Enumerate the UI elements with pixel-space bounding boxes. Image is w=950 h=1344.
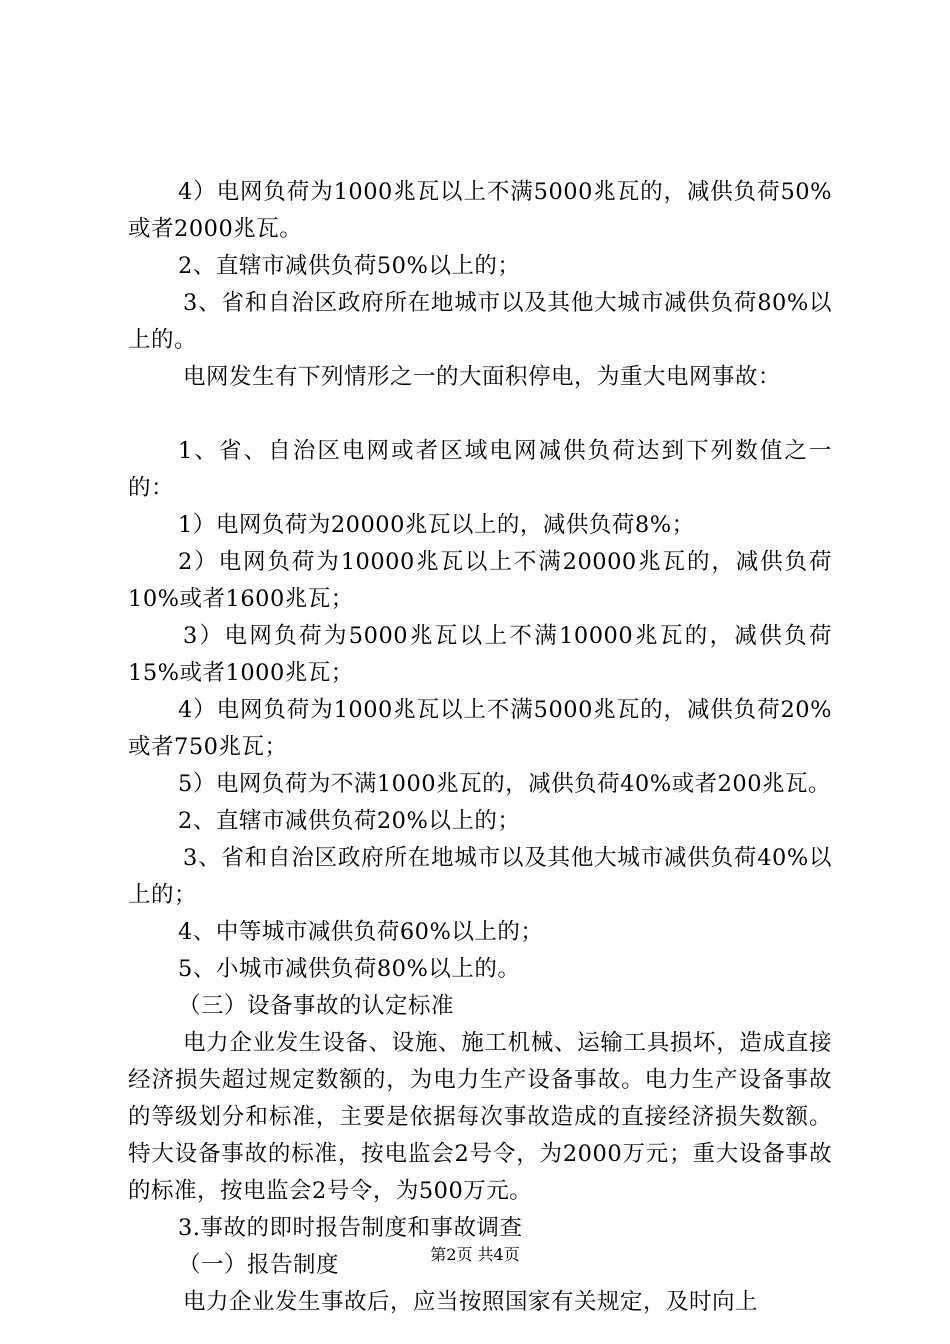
page-number: 第2页 共4页 [430, 1245, 520, 1264]
paragraph: 2、直辖市减供负荷20%以上的； [178, 808, 521, 834]
section-heading: 3.事故的即时报告制度和事故调查 [178, 1215, 523, 1241]
paragraph: 1）电网负荷为20000兆瓦以上的，减供负荷8%； [178, 512, 695, 538]
paragraph: 4）电网负荷为1000兆瓦以上不满5000兆瓦的，减供负荷20%或者750兆瓦； [128, 697, 832, 760]
section-heading: （一）报告制度 [178, 1252, 340, 1278]
blank-line [128, 396, 832, 433]
paragraph: 电力企业发生设备、设施、施工机械、运输工具损坏，造成直接经济损失超过规定数额的，为电力生产设备事故。电力生产设备事故的等级划分和标准，主要是依据每次事故造成的直接经济损失数额。特大设备事故的标准，按电监会2号令，为2000万元；重大设备事故的标准，按电监会2号令，为500万元。 [128, 1030, 832, 1204]
paragraph: 3、省和自治区政府所在地城市以及其他大城市减供负荷40%以上的； [128, 845, 832, 908]
paragraph: 2、直辖市减供负荷50%以上的； [178, 253, 521, 279]
paragraph: 3）电网负荷为5000兆瓦以上不满10000兆瓦的，减供负荷15%或者1000兆瓦； [128, 623, 832, 686]
paragraph: 5、小城市减供负荷80%以上的。 [178, 956, 521, 982]
page-footer [0, 1244, 950, 1266]
paragraph: 3、省和自治区政府所在地城市以及其他大城市减供负荷80%以上的。 [128, 290, 832, 353]
paragraph: 4）电网负荷为1000兆瓦以上不满5000兆瓦的，减供负荷50%或者2000兆瓦。 [128, 179, 832, 242]
section-heading: （三）设备事故的认定标准 [178, 993, 455, 1019]
paragraph: 4、中等城市减供负荷60%以上的； [178, 919, 544, 945]
paragraph: 1、省、自治区电网或者区域电网减供负荷达到下列数值之一的： [128, 438, 832, 501]
paragraph: 2）电网负荷为10000兆瓦以上不满20000兆瓦的，减供负荷10%或者1600兆瓦； [128, 549, 832, 612]
paragraph: 电力企业发生事故后，应当按照国家有关规定，及时向上 [183, 1289, 759, 1315]
paragraph: 5）电网负荷为不满1000兆瓦的，减供负荷40%或者200兆瓦。 [178, 771, 832, 797]
document-body [128, 174, 832, 1321]
paragraph: 电网发生有下列情形之一的大面积停电，为重大电网事故： [183, 364, 782, 390]
